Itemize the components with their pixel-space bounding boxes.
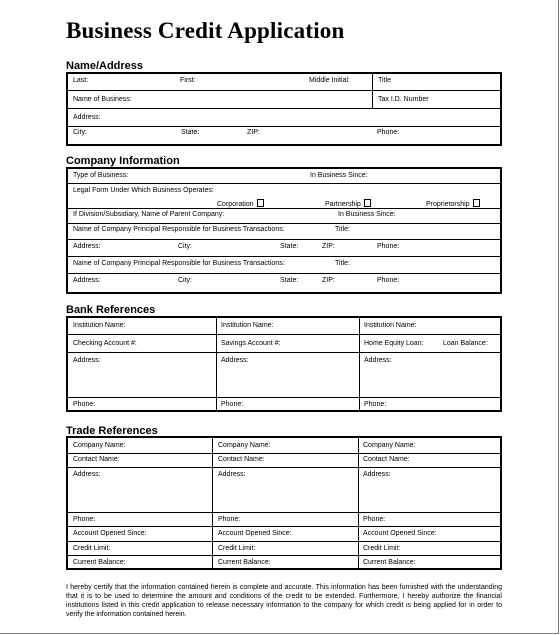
corporation-label: Corporation	[217, 201, 254, 208]
partnership-checkbox[interactable]	[364, 199, 371, 207]
trade-refs-box	[66, 436, 502, 570]
home-equity-loan-field[interactable]: Home Equity Loan:	[364, 340, 424, 347]
city-field[interactable]: City:	[73, 129, 87, 136]
principal-1-state-field[interactable]: State:	[280, 243, 299, 250]
section-heading-name-address: Name/Address	[66, 60, 144, 72]
trade-1-phone-field[interactable]: Phone:	[73, 516, 96, 523]
bank-3-institution-field[interactable]: Institution Name:	[364, 322, 417, 329]
proprietorship-label: Proprietorship	[426, 201, 470, 208]
trade-1-account-opened-field[interactable]: Account Opened Since:	[73, 530, 147, 537]
title-field[interactable]: Title	[378, 77, 391, 84]
bank-refs-box	[66, 316, 502, 412]
savings-account-field[interactable]: Savings Account #:	[221, 340, 281, 347]
trade-1-address-field[interactable]: Address:	[73, 471, 101, 478]
zip-field[interactable]: ZIP:	[247, 129, 260, 136]
trade-2-account-opened-field[interactable]: Account Opened Since:	[218, 530, 292, 537]
bank-3-address-field[interactable]: Address:	[364, 357, 392, 364]
middle-initial-field[interactable]: Middle Initial:	[309, 77, 350, 84]
in-business-since-field[interactable]: In Business Since:	[310, 172, 368, 179]
principal-2-phone-field[interactable]: Phone:	[377, 277, 400, 284]
page-title: Business Credit Application	[66, 18, 345, 43]
trade-2-phone-field[interactable]: Phone:	[218, 516, 241, 523]
principal-1-title-field[interactable]: Title:	[335, 226, 350, 233]
trade-3-current-balance-field[interactable]: Current Balance:	[363, 559, 416, 566]
company-info-box	[66, 167, 502, 294]
principal-1-name-field[interactable]: Name of Company Principal Responsible for Business Transactions:	[73, 226, 285, 233]
trade-3-account-opened-field[interactable]: Account Opened Since:	[363, 530, 437, 537]
trade-3-company-field[interactable]: Company Name:	[363, 442, 416, 449]
trade-2-current-balance-field[interactable]: Current Balance:	[218, 559, 271, 566]
corporation-checkbox[interactable]	[257, 199, 264, 207]
partnership-label: Partnership	[325, 201, 361, 208]
bank-2-phone-field[interactable]: Phone:	[221, 401, 244, 408]
last-name-field[interactable]: Last:	[73, 77, 89, 84]
bank-2-address-field[interactable]: Address:	[221, 357, 249, 364]
type-of-business-field[interactable]: Type of Business:	[73, 172, 129, 179]
tax-id-field[interactable]: Tax I.D. Number	[378, 96, 429, 103]
state-field[interactable]: State:	[181, 129, 200, 136]
trade-3-contact-field[interactable]: Contact Name:	[363, 456, 410, 463]
proprietorship-option[interactable]	[426, 199, 480, 209]
trade-2-company-field[interactable]: Company Name:	[218, 442, 271, 449]
parent-company-field[interactable]: If Division/Subsidiary, Name of Parent Company:	[73, 211, 225, 218]
principal-2-address-field[interactable]: Address:	[73, 277, 101, 284]
corporation-option[interactable]	[217, 199, 264, 209]
principal-1-phone-field[interactable]: Phone:	[377, 243, 400, 250]
trade-2-contact-field[interactable]: Contact Name:	[218, 456, 265, 463]
trade-3-credit-limit-field[interactable]: Credit Limit:	[363, 545, 401, 552]
partnership-option[interactable]	[325, 199, 371, 209]
bank-3-phone-field[interactable]: Phone:	[364, 401, 387, 408]
business-name-field[interactable]: Name of Business:	[73, 96, 132, 103]
in-business-since-2-field[interactable]: In Business Since:	[338, 211, 396, 218]
first-name-field[interactable]: First:	[180, 77, 196, 84]
trade-3-phone-field[interactable]: Phone:	[363, 516, 386, 523]
trade-2-credit-limit-field[interactable]: Credit Limit:	[218, 545, 256, 552]
trade-1-credit-limit-field[interactable]: Credit Limit:	[73, 545, 111, 552]
trade-1-company-field[interactable]: Company Name:	[73, 442, 126, 449]
address-field[interactable]: Address:	[73, 114, 101, 121]
trade-2-address-field[interactable]: Address:	[218, 471, 246, 478]
principal-2-zip-field[interactable]: ZIP:	[322, 277, 335, 284]
section-heading-bank-refs: Bank References	[66, 304, 156, 316]
principal-2-city-field[interactable]: City:	[178, 277, 192, 284]
bank-1-address-field[interactable]: Address:	[73, 357, 101, 364]
phone-field[interactable]: Phone:	[377, 129, 400, 136]
principal-1-zip-field[interactable]: ZIP:	[322, 243, 335, 250]
loan-balance-field[interactable]: Loan Balance:	[443, 340, 488, 347]
principal-1-address-field[interactable]: Address:	[73, 243, 101, 250]
bank-1-phone-field[interactable]: Phone:	[73, 401, 96, 408]
principal-2-name-field[interactable]: Name of Company Principal Responsible for Business Transactions:	[73, 260, 285, 267]
trade-1-contact-field[interactable]: Contact Name:	[73, 456, 120, 463]
proprietorship-checkbox[interactable]	[473, 199, 480, 207]
legal-form-label: Legal Form Under Which Business Operates:	[73, 187, 214, 194]
section-heading-company-info: Company Information	[66, 155, 180, 167]
checking-account-field[interactable]: Checking Account #:	[73, 340, 137, 347]
principal-2-title-field[interactable]: Title:	[335, 260, 350, 267]
principal-2-state-field[interactable]: State:	[280, 277, 299, 284]
name-address-box	[66, 72, 502, 146]
section-heading-trade-refs: Trade References	[66, 425, 158, 437]
bank-2-institution-field[interactable]: Institution Name:	[221, 322, 274, 329]
principal-1-city-field[interactable]: City:	[178, 243, 192, 250]
bank-1-institution-field[interactable]: Institution Name:	[73, 322, 126, 329]
trade-1-current-balance-field[interactable]: Current Balance:	[73, 559, 126, 566]
trade-3-address-field[interactable]: Address:	[363, 471, 391, 478]
certification-text: I hereby certify that the information contained herein is complete and accurate. This information has been furnished with the understanding that it is to be used to determine the amount and conditions of the credit to be extended. Furthermore, I hereby authorize the financial institutions listed in this credit application to release necessary information to the company for which credit is being applied for in order to verify the information contained herein.	[66, 584, 502, 618]
